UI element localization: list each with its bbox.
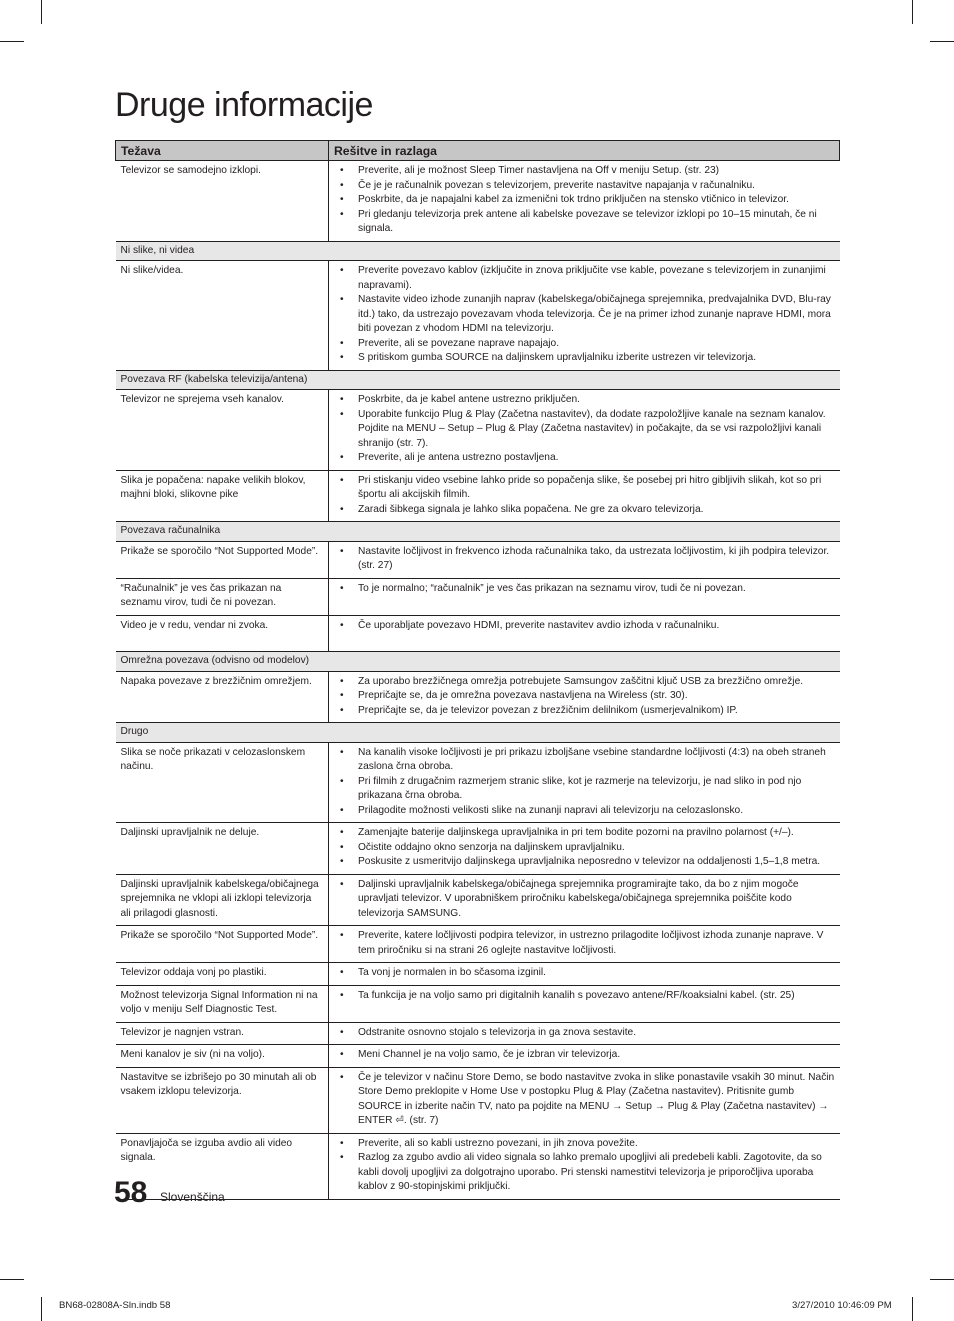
solution-item: • Odstranite osnovno stojalo s televizorja in ga znova sestavite. xyxy=(334,1026,835,1041)
solution-item: • Daljinski upravljalnik kabelskega/običajnega sprejemnika programirajte tako, da bo z njim mogoče upravljati televizor. V uporabniškem priročniku kabelskega/običajnega sprejemnika poiščite kodo televizorja SAMSUNG. xyxy=(334,878,835,922)
solution-item: • Pri stiskanju video vsebine lahko pride so popačenja slike, še posebej pri hitro gibljivih slikah, kot so pri športu ali akcijskih filmih. xyxy=(334,474,835,503)
solution-item: • Preverite, ali so kabli ustrezno povezani, in jih znova povežite. xyxy=(334,1137,835,1152)
solution-cell xyxy=(329,926,840,963)
solution-item: • Če je televizor v načinu Store Demo, se bodo nastavitve zvoka in slike ponastavile vsakih 30 minut. Način Store Demo preklopite v Home Use v postopku Plug & Play (Začetna nastavitev). Pritisnite gumb SOURCE in izberite način TV, nato pa pojdite na MENU → Setup → Plug & Play (Začetna nastavitev) → ENTER ⏎. (str. 7) xyxy=(334,1071,835,1129)
table-row xyxy=(116,161,840,242)
solution-list xyxy=(334,582,835,597)
table-row xyxy=(116,963,840,986)
solution-cell xyxy=(329,578,840,615)
crop-mark xyxy=(41,1297,42,1321)
table-row xyxy=(116,926,840,963)
table-row xyxy=(116,874,840,926)
section-row xyxy=(116,522,840,542)
table-row xyxy=(116,1067,840,1133)
solution-cell xyxy=(329,261,840,371)
solution-item: • Prepričajte se, da je omrežna povezava nastavljena na Wireless (str. 30). xyxy=(334,689,835,704)
table-row xyxy=(116,615,840,652)
solution-list xyxy=(334,989,835,1004)
problem-cell: Meni kanalov je siv (ni na voljo). xyxy=(116,1045,329,1068)
section-label: Ni slike, ni videa xyxy=(116,241,840,261)
solution-list xyxy=(334,264,835,366)
solution-cell xyxy=(329,671,840,723)
header-problem: Težava xyxy=(116,141,329,161)
page-number: 58 xyxy=(114,1176,148,1209)
solution-list xyxy=(334,1071,835,1129)
problem-cell: Prikaže se sporočilo “Not Supported Mode”. xyxy=(116,541,329,578)
problem-cell: Nastavitve se izbrišejo po 30 minutah ali ob vsakem izklopu televizorja. xyxy=(116,1067,329,1133)
solution-item: • Meni Channel je na voljo samo, če je izbran vir televizorja. xyxy=(334,1048,835,1063)
solution-cell xyxy=(329,470,840,522)
table-row xyxy=(116,470,840,522)
problem-cell: Daljinski upravljalnik ne deluje. xyxy=(116,823,329,875)
solution-item: • Prilagodite možnosti velikosti slike na zunanji napravi ali televizorju na celozaslonsko. xyxy=(334,804,835,819)
solution-cell xyxy=(329,874,840,926)
header-solution: Rešitve in razlaga xyxy=(329,141,840,161)
solution-cell xyxy=(329,615,840,652)
section-row xyxy=(116,370,840,390)
solution-cell xyxy=(329,541,840,578)
table-row xyxy=(116,1022,840,1045)
solution-item: • Preverite, ali se povezane naprave napajajo. xyxy=(334,337,835,352)
solution-list xyxy=(334,826,835,870)
solution-item: • S pritiskom gumba SOURCE na daljinskem upravljalniku izberite ustrezen vir televizorja. xyxy=(334,351,835,366)
section-label: Omrežna povezava (odvisno od modelov) xyxy=(116,652,840,672)
crop-mark xyxy=(0,41,24,42)
solution-list xyxy=(334,878,835,922)
crop-mark xyxy=(930,1279,954,1280)
problem-cell: Možnost televizorja Signal Information ni na voljo v meniju Self Diagnostic Test. xyxy=(116,985,329,1022)
solution-item: • Uporabite funkcijo Plug & Play (Začetna nastavitev), da dodate razpoložljive kanale na seznam kanalov. Pojdite na MENU – Setup – Plug & Play (Začetna nastavitev) in počakajte, da se vsi razpoložljivi kanali shranijo (str. 7). xyxy=(334,408,835,452)
problem-cell: Televizor ne sprejema vseh kanalov. xyxy=(116,390,329,471)
solution-item: • Pri filmih z drugačnim razmerjem stranic slike, kot je razmerje na televizorju, je nad sliko in pod njo prikazana črna obroba. xyxy=(334,775,835,804)
crop-mark xyxy=(912,1297,913,1321)
solution-list xyxy=(334,746,835,819)
solution-cell xyxy=(329,1133,840,1199)
crop-mark xyxy=(912,0,913,24)
section-label: Povezava RF (kabelska televizija/antena) xyxy=(116,370,840,390)
solution-cell xyxy=(329,1067,840,1133)
table-header-row xyxy=(116,141,840,161)
solution-item: • Pri gledanju televizorja prek antene ali kabelske povezave se televizor izklopi po 10–15 minutah, če ni signala. xyxy=(334,208,835,237)
solution-cell xyxy=(329,161,840,242)
solution-item: • Preverite povezavo kablov (izključite in znova priključite vse kable, povezane s televizorjem in zunanjimi napravami). xyxy=(334,264,835,293)
solution-list xyxy=(334,393,835,466)
solution-item: • Če je je računalnik povezan s televizorjem, preverite nastavitve napajanja v računalniku. xyxy=(334,179,835,194)
solution-item: • Zaradi šibkega signala je lahko slika popačena. Ne gre za okvaro televizorja. xyxy=(334,503,835,518)
section-row xyxy=(116,652,840,672)
page-language: Slovenščina xyxy=(160,1190,225,1204)
solution-item: • To je normalno; “računalnik” je ves čas prikazan na seznamu virov, tudi če ni povezan. xyxy=(334,582,835,597)
table-row xyxy=(116,541,840,578)
problem-cell: Prikaže se sporočilo “Not Supported Mode”. xyxy=(116,926,329,963)
solution-item: • Nastavite video izhode zunanjih naprav (kabelskega/običajnega sprejemnika, predvajalnika DVD, Blu-ray itd.) tako, da ustrezajo povezavam vhoda televizorja. Če je na primer izhod zunanje naprave HDMI, mora biti povezan z vhodom HDMI na televizorju. xyxy=(334,293,835,337)
crop-mark xyxy=(0,1279,24,1280)
solution-list xyxy=(334,474,835,518)
problem-cell: Televizor je nagnjen vstran. xyxy=(116,1022,329,1045)
section-label: Drugo xyxy=(116,723,840,743)
solution-list xyxy=(334,1026,835,1041)
solution-list xyxy=(334,545,835,574)
table-row xyxy=(116,742,840,823)
solution-item: • Nastavite ločljivost in frekvenco izhoda računalnika tako, da ustrezata ločljivostim, ki jih podpira televizor. (str. 27) xyxy=(334,545,835,574)
solution-item: • Razlog za zgubo avdio ali video signala so lahko premalo upogljivi ali predebeli kabli. Zagotovite, da so kabli dovolj upogljivi za dolgotrajno uporabo. Pri stenski namestitvi televizorja je priporočljiva uporaba kablov z 90-stopinjskimi priključki. xyxy=(334,1151,835,1195)
solution-item: • Prepričajte se, da je televizor povezan z brezžičnim delilnikom (usmerjevalnikom) IP. xyxy=(334,704,835,719)
table-row xyxy=(116,261,840,371)
solution-item: • Če uporabljate povezavo HDMI, preverite nastavitev avdio izhoda v računalniku. xyxy=(334,619,835,634)
footer-file-info: BN68-02808A-Sln.indb 58 xyxy=(59,1300,171,1311)
solution-item: • Na kanalih visoke ločljivosti je pri prikazu izboljšane vsebine standardne ločljivosti (4:3) na obeh straneh zaslona črna obroba. xyxy=(334,746,835,775)
solution-item: • Zamenjajte baterije daljinskega upravljalnika in pri tem bodite pozorni na pravilno polarnost (+/–). xyxy=(334,826,835,841)
solution-item: • Preverite, katere ločljivosti podpira televizor, in ustrezno prilagodite ločljivost izhoda zunanje naprave. V tem priročniku si na strani 26 oglejte nastavitve ločljivosti. xyxy=(334,929,835,958)
spacer xyxy=(334,633,835,647)
troubleshooting-table xyxy=(115,140,840,1200)
solution-list xyxy=(334,1048,835,1063)
solution-list xyxy=(334,929,835,958)
problem-cell: Ponavljajoča se izguba avdio ali video signala. xyxy=(116,1133,329,1199)
problem-cell: Televizor se samodejno izklopi. xyxy=(116,161,329,242)
solution-cell xyxy=(329,963,840,986)
section-row xyxy=(116,723,840,743)
solution-list xyxy=(334,966,835,981)
problem-cell: Slika je popačena: napake velikih blokov, majhni bloki, slikovne pike xyxy=(116,470,329,522)
solution-item: • Poskusite z usmeritvijo daljinskega upravljalnika neposredno v televizor na oddaljenosti 1,5–1,8 metra. xyxy=(334,855,835,870)
problem-cell: Televizor oddaja vonj po plastiki. xyxy=(116,963,329,986)
problem-cell: Ni slike/videa. xyxy=(116,261,329,371)
solution-cell xyxy=(329,1045,840,1068)
crop-mark xyxy=(930,41,954,42)
problem-cell: Daljinski upravljalnik kabelskega/običajnega sprejemnika ne vklopi ali izklopi televizorja ali prilagodi glasnosti. xyxy=(116,874,329,926)
table-row xyxy=(116,390,840,471)
solution-list xyxy=(334,1137,835,1195)
solution-list xyxy=(334,675,835,719)
solution-list xyxy=(334,619,835,634)
solution-item: • Preverite, ali je antena ustrezno postavljena. xyxy=(334,451,835,466)
problem-cell: Slika se noče prikazati v celozaslonskem načinu. xyxy=(116,742,329,823)
table-row xyxy=(116,823,840,875)
section-row xyxy=(116,241,840,261)
solution-cell xyxy=(329,742,840,823)
solution-cell xyxy=(329,390,840,471)
problem-cell: “Računalnik” je ves čas prikazan na seznamu virov, tudi če ni povezan. xyxy=(116,578,329,615)
solution-cell xyxy=(329,823,840,875)
table-row xyxy=(116,671,840,723)
crop-mark xyxy=(41,0,42,24)
solution-cell xyxy=(329,1022,840,1045)
solution-item: • Poskrbite, da je kabel antene ustrezno priključen. xyxy=(334,393,835,408)
section-label: Povezava računalnika xyxy=(116,522,840,542)
table-row xyxy=(116,985,840,1022)
problem-cell: Video je v redu, vendar ni zvoka. xyxy=(116,615,329,652)
solution-item: • Poskrbite, da je napajalni kabel za izmenični tok trdno priključen na stensko vtičnico in televizor. xyxy=(334,193,835,208)
table-row xyxy=(116,578,840,615)
table-row xyxy=(116,1045,840,1068)
table-body xyxy=(116,161,840,1200)
solution-item: • Ta vonj je normalen in bo sčasoma izginil. xyxy=(334,966,835,981)
problem-cell: Napaka povezave z brezžičnim omrežjem. xyxy=(116,671,329,723)
solution-list xyxy=(334,164,835,237)
solution-item: • Očistite oddajno okno senzorja na daljinskem upravljalniku. xyxy=(334,841,835,856)
solution-item: • Preverite, ali je možnost Sleep Timer nastavljena na Off v meniju Setup. (str. 23) xyxy=(334,164,835,179)
solution-cell xyxy=(329,985,840,1022)
solution-item: • Ta funkcija je na voljo samo pri digitalnih kanalih s povezavo antene/RF/koaksialni kabel. (str. 25) xyxy=(334,989,835,1004)
page-title: Druge informacije xyxy=(115,86,373,124)
footer-timestamp: 3/27/2010 10:46:09 PM xyxy=(792,1300,892,1311)
solution-item: • Za uporabo brezžičnega omrežja potrebujete Samsungov zaščitni ključ USB za brezžično omrežje. xyxy=(334,675,835,690)
